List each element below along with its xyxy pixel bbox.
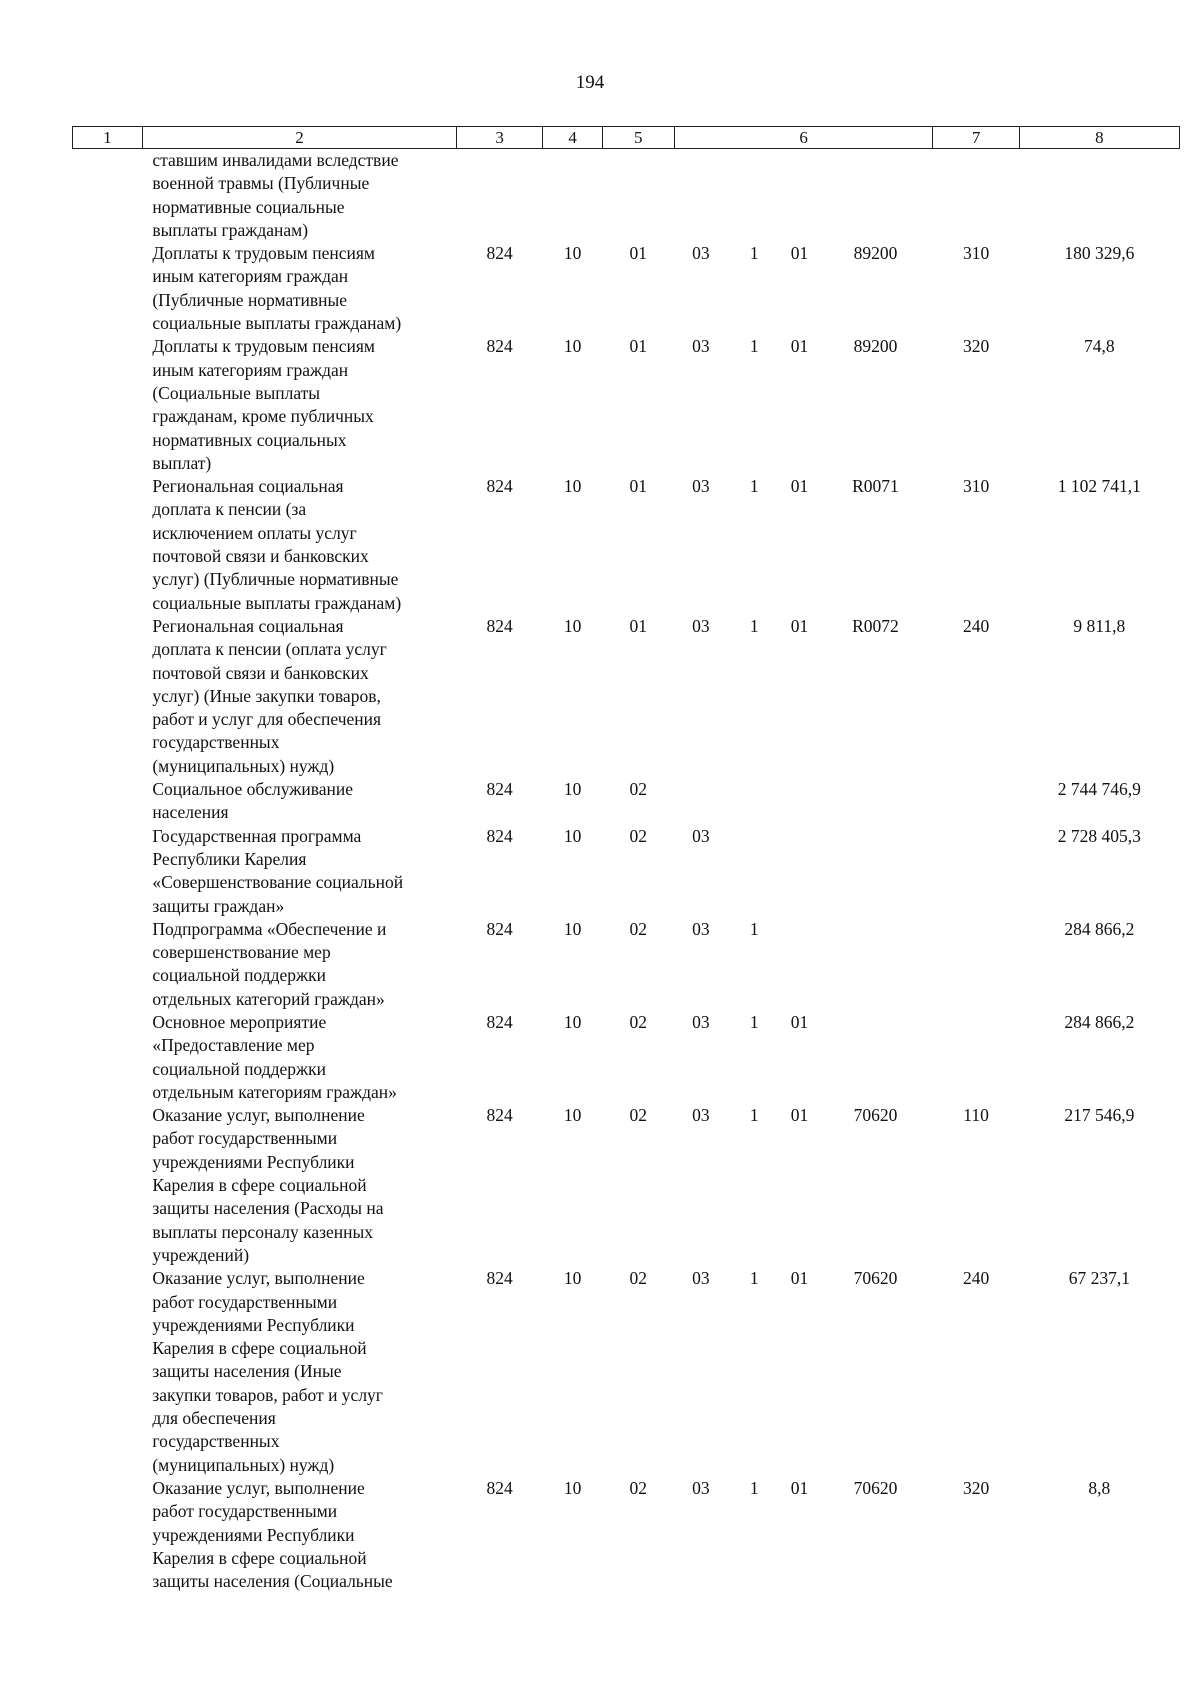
cell-program-code: 03 (692, 918, 710, 939)
cell-col-1 (73, 615, 143, 778)
cell-expense-type: 310 (962, 476, 990, 497)
cell-col-1 (73, 149, 143, 243)
cell-description: Основное мероприятие «Предоставление мер социальной поддержки отдельным категориям граждан» (152, 1011, 397, 1102)
cell-col-1 (73, 335, 143, 475)
cell-program-code (674, 149, 727, 243)
cell-subprogram-code: 1 (749, 1105, 759, 1126)
cell-direction-code: R0072 (852, 615, 899, 636)
cell-col-1 (73, 1104, 143, 1267)
cell-ministry-code (457, 149, 543, 243)
cell-activity-code: 01 (790, 1011, 809, 1032)
cell-description: Государственная программа Республики Карелия «Совершенствование социальной защиты граждан» (152, 825, 404, 916)
cell-direction-code: 70620 (853, 1105, 898, 1126)
header-col-4: 4 (543, 127, 603, 149)
cell-subprogram-code (728, 778, 781, 825)
cell-ministry-code: 824 (486, 1105, 513, 1126)
cell-section-code: 10 (563, 1011, 582, 1032)
table-row (73, 475, 1180, 615)
cell-direction-code (818, 1011, 933, 1104)
cell-program-code: 03 (692, 476, 710, 497)
cell-col-1 (73, 1011, 143, 1104)
cell-direction-code: R0071 (852, 476, 899, 497)
cell-expense-type: 240 (962, 615, 990, 636)
cell-ministry-code: 824 (486, 825, 513, 846)
cell-activity-code: 01 (790, 1477, 809, 1498)
cell-program-code: 03 (692, 336, 710, 357)
cell-col-1 (73, 1267, 143, 1477)
table-row (73, 918, 1180, 1011)
cell-section-code: 10 (563, 1105, 582, 1126)
cell-col-1 (73, 825, 143, 918)
cell-amount: 1 102 741,1 (1057, 476, 1141, 497)
page-number: 194 (575, 72, 605, 93)
cell-section-code: 10 (563, 825, 582, 846)
cell-activity-code: 01 (790, 1268, 809, 1289)
cell-col-1 (73, 1477, 143, 1593)
cell-program-code: 03 (692, 615, 710, 636)
cell-description: Социальное обслуживание населения (152, 779, 354, 823)
cell-amount: 217 546,9 (1064, 1105, 1135, 1126)
cell-amount: 8,8 (1088, 1477, 1111, 1498)
cell-program-code: 03 (692, 243, 710, 264)
header-col-8: 8 (1019, 127, 1179, 149)
cell-program-code (674, 778, 727, 825)
cell-program-code: 03 (692, 1105, 710, 1126)
cell-expense-type: 320 (962, 336, 990, 357)
header-col-7: 7 (933, 127, 1019, 149)
cell-activity-code: 01 (790, 243, 809, 264)
table-body (73, 149, 1180, 1594)
cell-section-code: 10 (563, 476, 582, 497)
cell-amount: 2 744 746,9 (1057, 779, 1141, 800)
cell-ministry-code: 824 (486, 1011, 513, 1032)
cell-direction-code: 89200 (853, 243, 898, 264)
table-row (73, 778, 1180, 825)
cell-program-code: 03 (692, 1268, 710, 1289)
table-row (73, 1267, 1180, 1477)
cell-ministry-code: 824 (486, 336, 513, 357)
cell-subsection-code: 02 (629, 1477, 648, 1498)
cell-expense-type (933, 825, 1019, 918)
cell-amount (1019, 149, 1179, 243)
header-col-3: 3 (457, 127, 543, 149)
cell-ministry-code: 824 (486, 1477, 513, 1498)
cell-amount: 284 866,2 (1064, 918, 1135, 939)
cell-direction-code: 70620 (853, 1477, 898, 1498)
cell-subsection-code: 01 (629, 336, 648, 357)
cell-description: Региональная социальная доплата к пенсии (за исключением оплаты услуг почтовой связи и банковских услуг) (Публичные нормативные социальные выплаты гражданам) (152, 476, 402, 613)
cell-activity-code (781, 778, 818, 825)
cell-subsection-code (602, 149, 674, 243)
cell-subprogram-code: 1 (749, 918, 759, 939)
cell-activity-code (781, 918, 818, 1011)
cell-amount: 284 866,2 (1064, 1011, 1135, 1032)
table-row (73, 1477, 1180, 1593)
cell-col-1 (73, 242, 143, 335)
table-row (73, 615, 1180, 778)
cell-amount: 74,8 (1084, 336, 1115, 357)
cell-subprogram-code: 1 (749, 1477, 759, 1498)
cell-expense-type: 310 (962, 243, 990, 264)
cell-subsection-code: 02 (629, 779, 648, 800)
cell-subsection-code: 01 (629, 476, 648, 497)
cell-activity-code: 01 (790, 476, 809, 497)
cell-ministry-code: 824 (486, 615, 513, 636)
cell-expense-type: 240 (962, 1268, 990, 1289)
cell-description: Оказание услуг, выполнение работ государственными учреждениями Республики Карелия в сфере социальной защиты населения (Социальные (152, 1477, 393, 1592)
cell-ministry-code: 824 (486, 1268, 513, 1289)
cell-direction-code (818, 778, 933, 825)
table-row (73, 335, 1180, 475)
table-header (73, 127, 1180, 149)
cell-description: Доплаты к трудовым пенсиям иным категориям граждан (Публичные нормативные социальные выплаты гражданам) (152, 243, 402, 334)
cell-amount: 67 237,1 (1068, 1268, 1130, 1289)
table-row (73, 242, 1180, 335)
cell-ministry-code: 824 (486, 918, 513, 939)
cell-description: Подпрограмма «Обеспечение и совершенствование мер социальной поддержки отдельных категорий граждан» (152, 918, 387, 1009)
header-col-5: 5 (602, 127, 674, 149)
cell-description: Региональная социальная доплата к пенсии (оплата услуг почтовой связи и банковских услуг) (Иные закупки товаров, работ и услуг для обеспечения государственных (муниципальных) нужд) (152, 615, 387, 776)
cell-col-1 (73, 918, 143, 1011)
cell-direction-code: 70620 (853, 1268, 898, 1289)
cell-expense-type (933, 778, 1019, 825)
cell-description: Оказание услуг, выполнение работ государственными учреждениями Республики Карелия в сфере социальной защиты населения (Иные закупки товаров, работ и услуг для обеспечения государственных (муниципальных) нужд) (152, 1268, 383, 1475)
header-col-6: 6 (674, 127, 933, 149)
cell-activity-code (781, 149, 818, 243)
cell-subprogram-code: 1 (749, 243, 759, 264)
budget-table (72, 126, 1180, 1593)
cell-subprogram-code: 1 (749, 1011, 759, 1032)
cell-description: ставшим инвалидами вследствие военной травмы (Публичные нормативные социальные выплаты гражданам) (152, 150, 399, 240)
table-row (73, 149, 1180, 243)
cell-ministry-code: 824 (486, 476, 513, 497)
header-col-1: 1 (73, 127, 143, 149)
cell-expense-type: 320 (962, 1477, 990, 1498)
cell-subprogram-code (728, 825, 781, 918)
cell-direction-code (818, 918, 933, 1011)
table-row (73, 1104, 1180, 1267)
cell-subsection-code: 02 (629, 918, 648, 939)
cell-subsection-code: 02 (629, 1011, 648, 1032)
cell-activity-code (781, 825, 818, 918)
cell-section-code: 10 (563, 615, 582, 636)
cell-expense-type (933, 149, 1019, 243)
cell-ministry-code: 824 (486, 243, 513, 264)
cell-subsection-code: 01 (629, 615, 648, 636)
header-row (73, 127, 1180, 149)
cell-amount: 2 728 405,3 (1057, 825, 1141, 846)
cell-section-code: 10 (563, 243, 582, 264)
cell-expense-type: 110 (963, 1105, 989, 1126)
cell-amount: 180 329,6 (1064, 243, 1135, 264)
cell-section-code: 10 (563, 779, 582, 800)
cell-expense-type (933, 918, 1019, 1011)
table-row (73, 1011, 1180, 1104)
cell-section-code: 10 (563, 336, 582, 357)
cell-subprogram-code (728, 149, 781, 243)
cell-description: Оказание услуг, выполнение работ государственными учреждениями Республики Карелия в сфере социальной защиты населения (Расходы на выплаты персоналу казенных учреждений) (152, 1105, 384, 1265)
cell-direction-code (818, 149, 933, 243)
cell-program-code: 03 (692, 825, 710, 846)
header-col-2: 2 (142, 127, 456, 149)
cell-subsection-code: 02 (629, 1105, 648, 1126)
cell-section-code: 10 (563, 1477, 582, 1498)
cell-direction-code (818, 825, 933, 918)
cell-col-1 (73, 778, 143, 825)
cell-program-code: 03 (692, 1477, 710, 1498)
cell-activity-code: 01 (790, 1105, 809, 1126)
cell-subsection-code: 01 (629, 243, 648, 264)
cell-section-code (543, 149, 603, 243)
cell-program-code: 03 (692, 1011, 710, 1032)
cell-subprogram-code: 1 (749, 336, 759, 357)
cell-section-code: 10 (563, 918, 582, 939)
cell-expense-type (933, 1011, 1019, 1104)
cell-description: Доплаты к трудовым пенсиям иным категориям граждан (Социальные выплаты гражданам, кроме публичных нормативных социальных выплат) (152, 336, 375, 473)
cell-ministry-code: 824 (486, 779, 513, 800)
cell-activity-code: 01 (790, 615, 809, 636)
table-row (73, 825, 1180, 918)
cell-subprogram-code: 1 (749, 476, 759, 497)
cell-activity-code: 01 (790, 336, 809, 357)
cell-section-code: 10 (563, 1268, 582, 1289)
cell-subsection-code: 02 (629, 825, 648, 846)
cell-subsection-code: 02 (629, 1268, 648, 1289)
cell-subprogram-code: 1 (749, 615, 759, 636)
cell-direction-code: 89200 (853, 336, 898, 357)
cell-subprogram-code: 1 (749, 1268, 759, 1289)
cell-amount: 9 811,8 (1073, 615, 1126, 636)
cell-col-1 (73, 475, 143, 615)
